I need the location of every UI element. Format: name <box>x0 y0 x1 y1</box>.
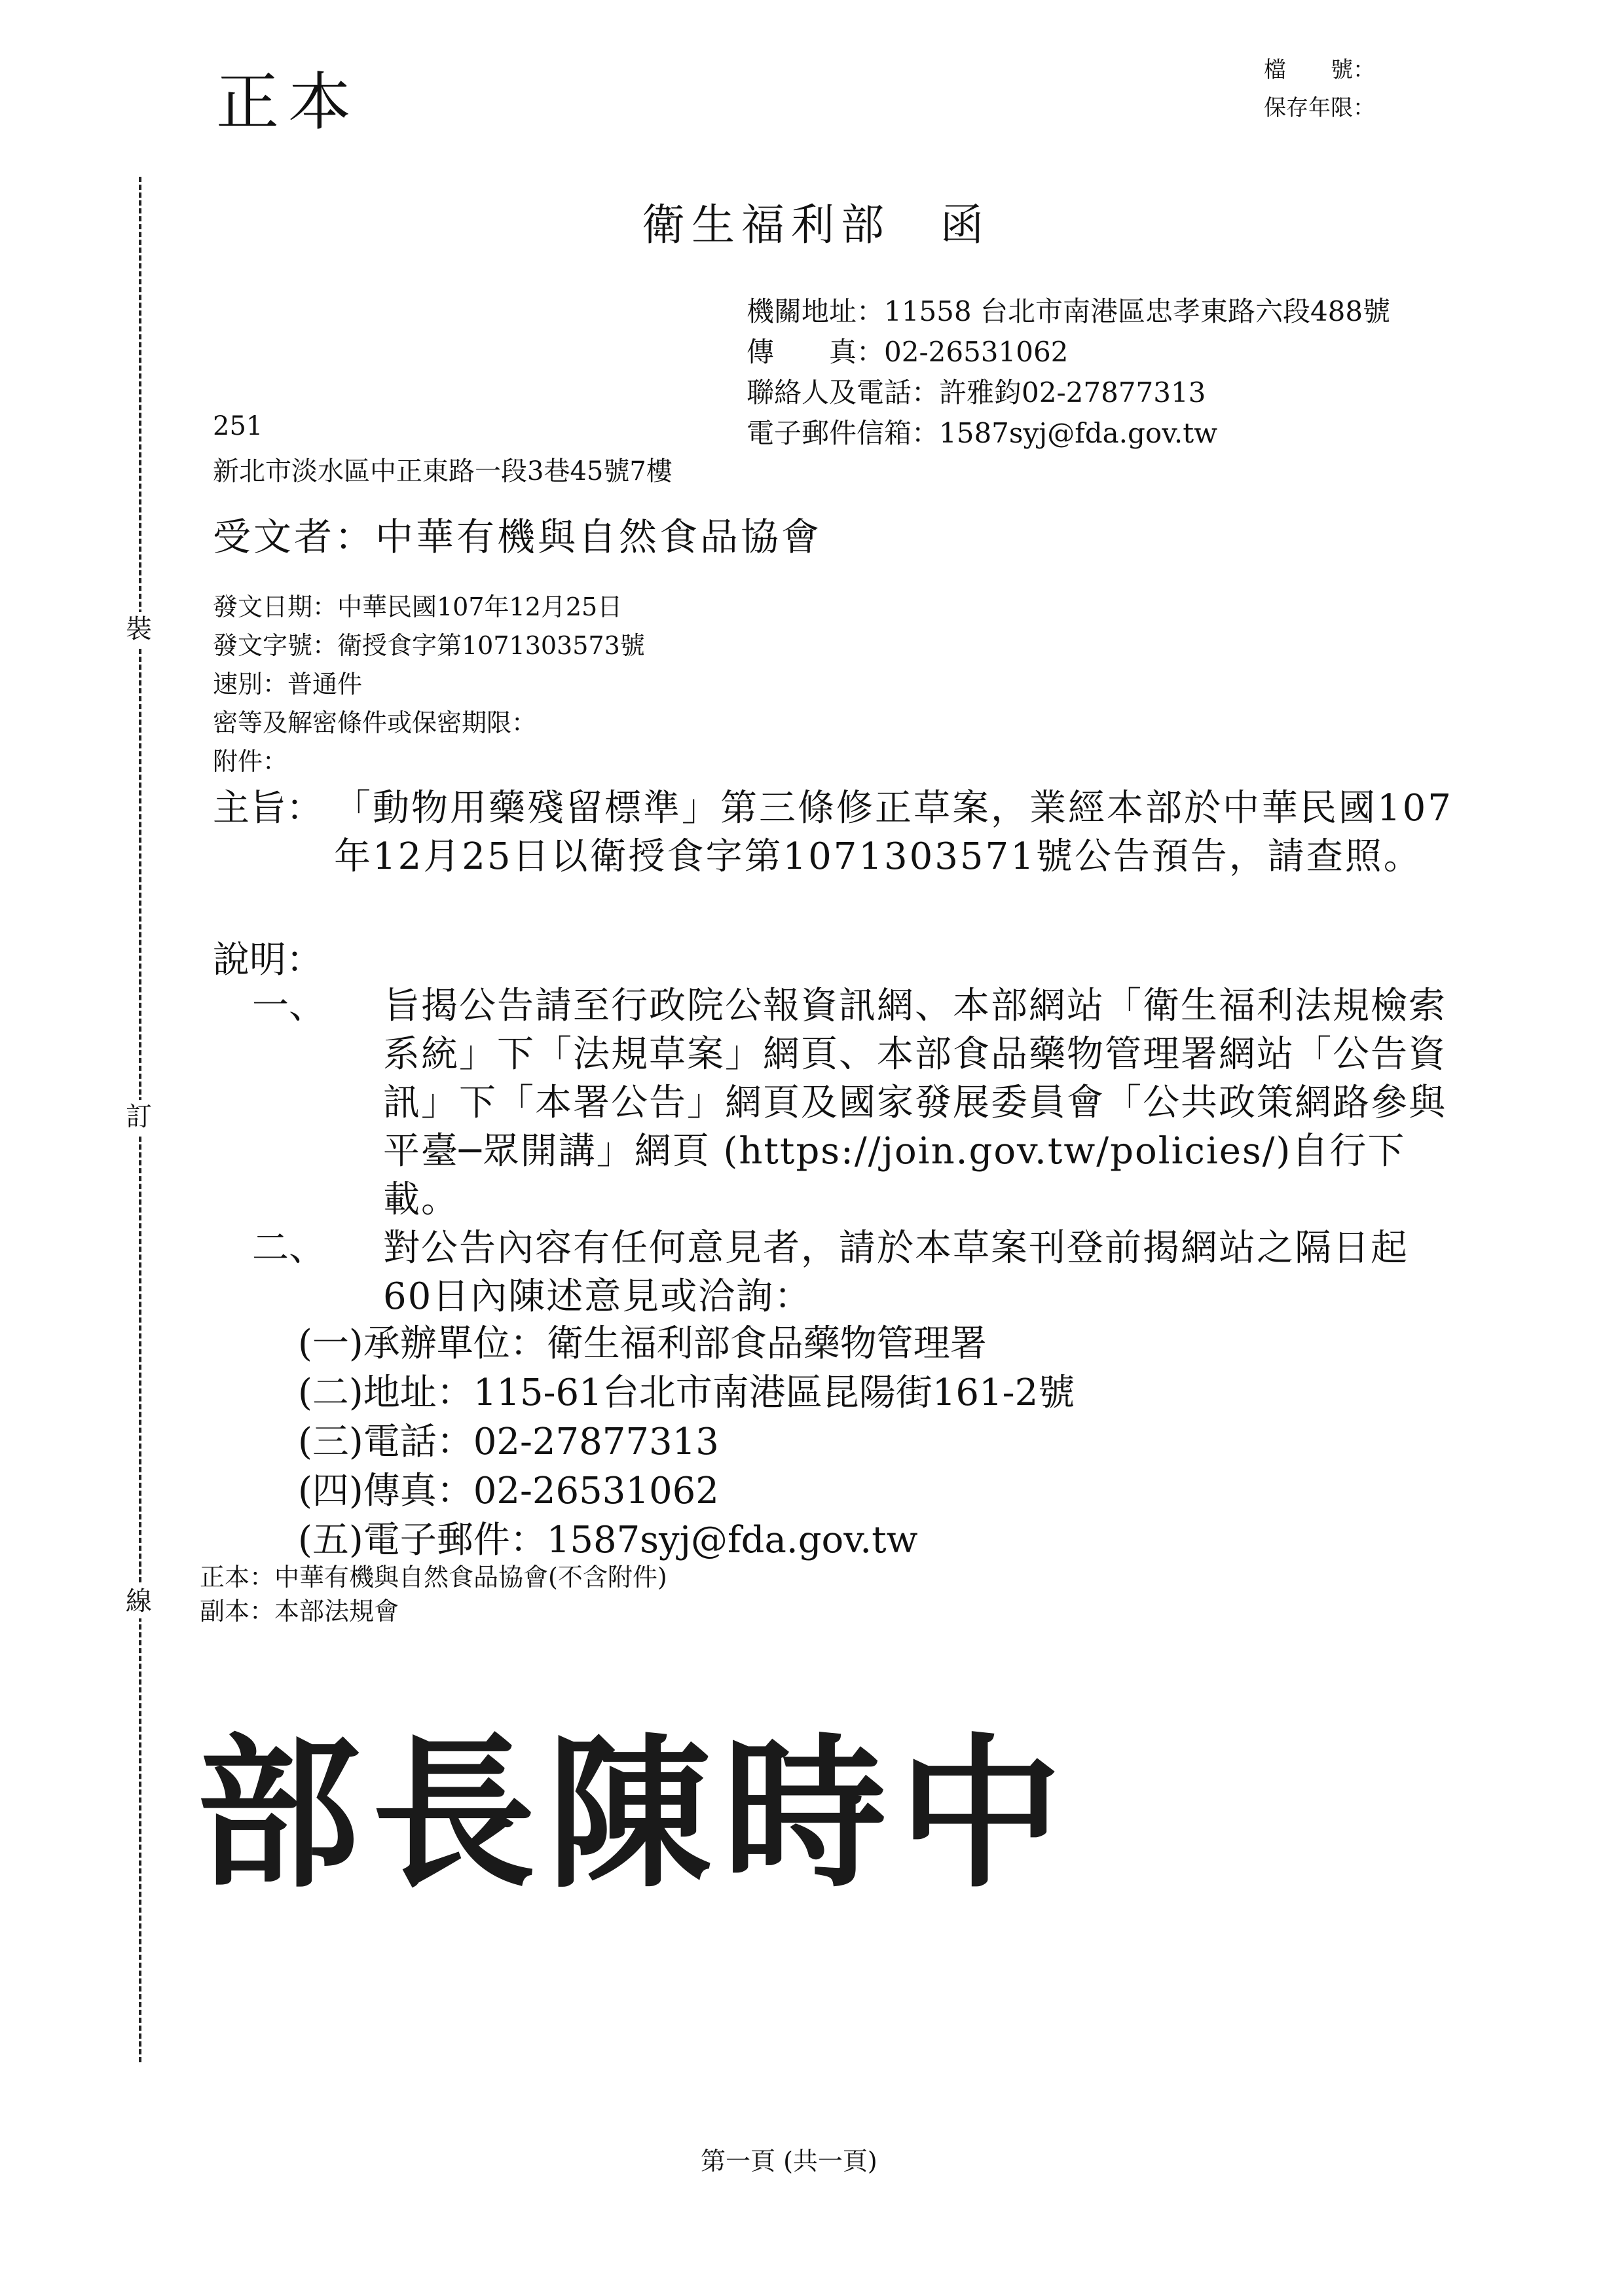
agency-address: 機關地址：11558 台北市南港區忠孝東路六段488號 <box>747 295 1391 327</box>
subject-label: 主旨： <box>213 787 323 829</box>
recipient-address: 新北市淡水區中正東路一段3巷45號7樓 <box>213 456 673 486</box>
explanation-label: 說明： <box>213 939 323 981</box>
copy-type-label: 正本 <box>216 65 360 139</box>
recipient-postcode: 251 <box>213 411 263 441</box>
minister-signature: 部長陳時中 <box>196 1717 1074 1910</box>
agency-contact: 聯絡人及電話：許雅鈞02-27877313 <box>747 376 1206 409</box>
contact-sub-item: (五)電子郵件：1587syj@fda.gov.tw <box>298 1519 918 1561</box>
subject-text: 「動物用藥殘留標準」第三條修正草案，業經本部於中華民國107年12月25日以衛授食字第1071303571號公告預告，請查照。 <box>334 787 1453 878</box>
contact-sub-item: (三)電話：02-27877313 <box>298 1421 719 1463</box>
issue-date: 發文日期：中華民國107年12月25日 <box>213 592 623 621</box>
contact-sub-item: (二)地址：115-61台北市南港區昆陽街161-2號 <box>298 1372 1075 1414</box>
file-meta <box>1264 51 1375 127</box>
distribution-original: 正本：中華有機與自然食品協會(不含附件) <box>200 1563 667 1592</box>
document-title: 衛生福利部 函 <box>642 200 990 250</box>
item-number: 二、 <box>252 1227 325 1269</box>
document-number: 發文字號：衛授食字第1071303573號 <box>213 631 645 660</box>
file-number-field: 檔 號： <box>1264 57 1375 83</box>
explanation-item <box>252 1224 1457 1321</box>
contact-sub-item: (一)承辦單位：衛生福利部食品藥物管理署 <box>298 1322 987 1365</box>
retention-period-field: 保存年限： <box>1264 95 1375 121</box>
subject-section <box>213 784 1457 881</box>
item-text: 對公告內容有任何意見者，請於本草案刊登前揭網站之隔日起60日內陳述意見或洽詢： <box>383 1227 1409 1318</box>
binding-mark-xian: 線 <box>122 1584 156 1618</box>
agency-fax: 傳 真：02-26531062 <box>747 336 1069 368</box>
document-meta <box>213 588 645 781</box>
item-number: 一、 <box>252 985 325 1027</box>
distribution-copy: 副本：本部法規會 <box>200 1597 399 1626</box>
item-text: 旨揭公告請至行政院公報資訊網、本部網站「衛生福利法規檢索系統」下「法規草案」網頁、本部食品藥物管理署網站「公告資訊」下「本署公告」網頁及國家發展委員會「公共政策網路參與平臺─眾開講」網頁 (https://join.gov.tw/policies/)自行下載。 <box>383 985 1447 1221</box>
secrecy-level: 密等及解密條件或保密期限： <box>213 708 537 737</box>
binding-mark-zhuang: 裝 <box>122 612 156 646</box>
contact-sub-item: (四)傳真：02-26531062 <box>298 1470 719 1512</box>
agency-email: 電子郵件信箱：1587syj@fda.gov.tw <box>747 417 1218 449</box>
page-number: 第一頁 (共一頁) <box>701 2147 877 2176</box>
binding-mark-ding: 訂 <box>122 1100 156 1134</box>
explanation-item <box>252 982 1457 1224</box>
recipient: 受文者：中華有機與自然食品協會 <box>213 515 822 559</box>
agency-info <box>747 291 1390 454</box>
attachment-field: 附件： <box>213 747 288 776</box>
delivery-speed: 速別：普通件 <box>213 670 363 699</box>
